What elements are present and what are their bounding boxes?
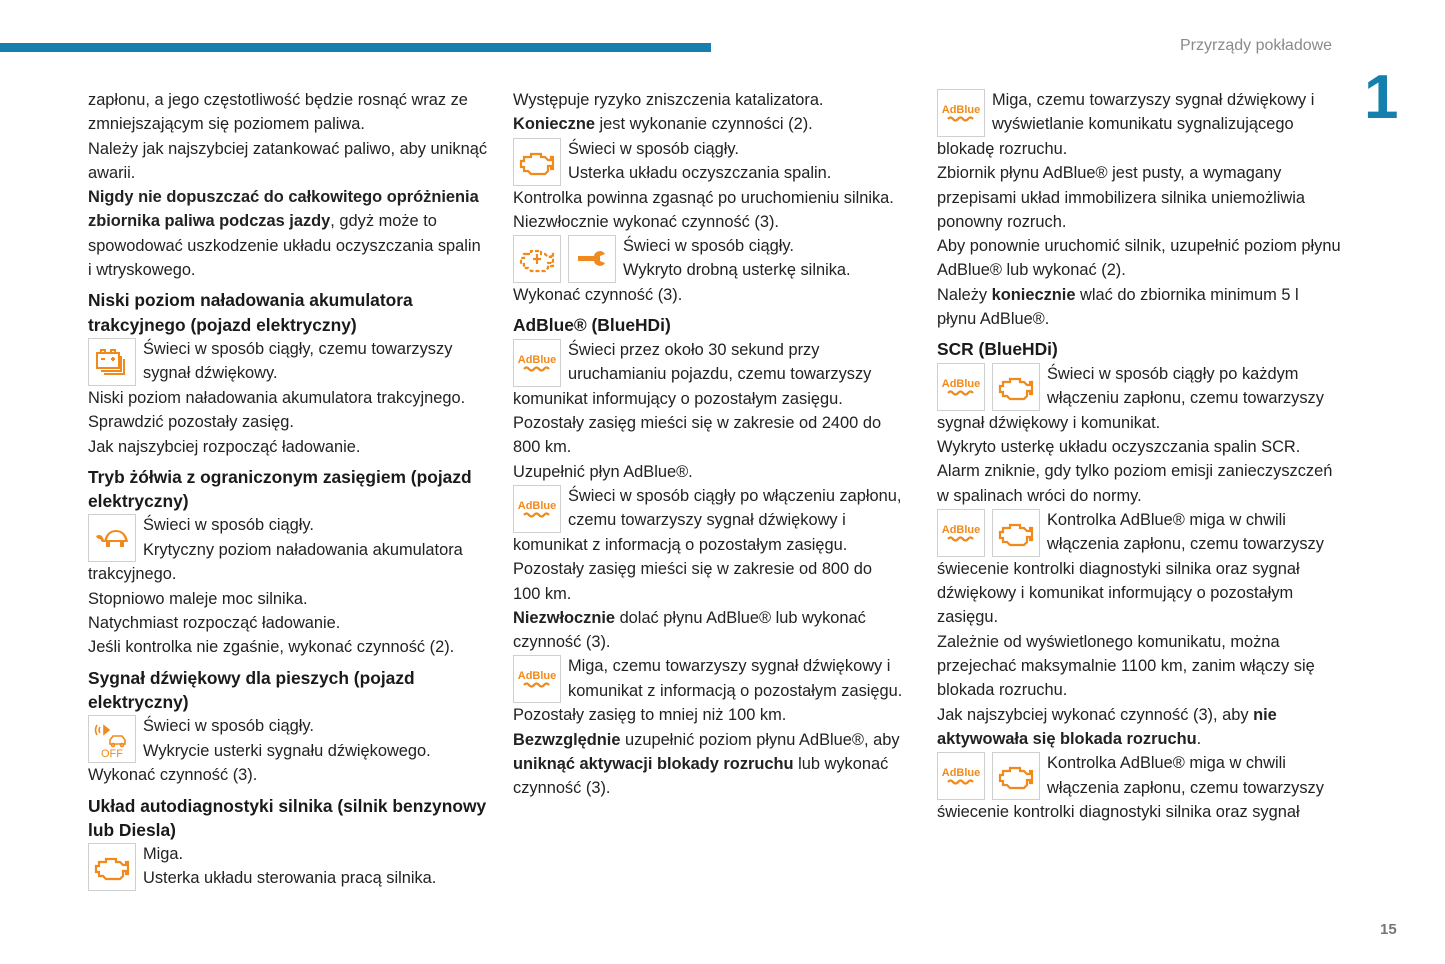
text-segment: dolać płynu AdBlue® lub wykonać [615, 608, 866, 627]
text-line: Pozostały zasięg mieści się w zakresie od 2400 do [513, 414, 882, 433]
svg-text:OFF: OFF [101, 748, 123, 760]
warning-lamp-row [937, 508, 1347, 557]
section-heading [937, 337, 1347, 361]
paragraph [513, 88, 923, 137]
text-line: zmniejszającym się poziomem paliwa. [88, 115, 365, 134]
text-line: Pozostały zasięg to mniej niż 100 km. [513, 706, 787, 725]
text-line: Miga, czemu towarzyszy sygnał dźwiękowy i [568, 657, 891, 676]
engine-dashed-icon [513, 235, 561, 283]
paragraph [513, 703, 923, 800]
text-line: Kontrolka AdBlue® miga w chwili [1047, 510, 1286, 529]
paragraph [513, 387, 923, 484]
adblue-icon [513, 655, 561, 703]
text-line: Alarm zniknie, gdy tylko poziom emisji zanieczyszczeń [937, 462, 1333, 481]
section-heading [88, 465, 498, 514]
text-line [513, 752, 923, 776]
heading-line: Tryb żółwia z ograniczonym zasięgiem (pojazd [88, 466, 472, 487]
warning-lamp-row [937, 751, 1347, 800]
text-line: Jeśli kontrolka nie zgaśnie, wykonać czynność (2). [88, 638, 455, 657]
text-line: czynność (3). [513, 779, 611, 798]
text-line [513, 728, 923, 752]
svg-text:AdBlue: AdBlue [941, 523, 981, 536]
text-line: przejechać maksymalnie 1100 km, zanim włączy się [937, 657, 1315, 676]
text-line: Niezwłocznie wykonać czynność (3). [513, 212, 779, 231]
text-line: Natychmiast rozpocząć ładowanie. [88, 614, 341, 633]
turtle-icon [88, 514, 136, 562]
engine-icon [88, 843, 136, 891]
text-line: Świeci w sposób ciągły. [568, 139, 739, 158]
text-line: Stopniowo maleje moc silnika. [88, 589, 308, 608]
text-line: dźwiękowy i komunikat informujący o pozostałym [937, 584, 1294, 603]
warning-lamp-row [513, 654, 923, 703]
warning-lamp-row [937, 88, 1347, 137]
text-line: spowodować uszkodzenie układu oczyszczania spalin [88, 236, 481, 255]
paragraph [937, 557, 1347, 751]
lamp-description [143, 842, 436, 891]
bold-text-segment: Konieczne [513, 115, 595, 134]
text-line: blokada rozruchu. [937, 681, 1068, 700]
heading-line: Sygnał dźwiękowy dla pieszych (pojazd [88, 667, 415, 688]
warning-lamp-row [88, 714, 498, 763]
lamp-description [568, 137, 831, 186]
lamp-description [568, 654, 902, 703]
lamp-description [568, 484, 901, 533]
engine-icon [992, 752, 1040, 800]
text-line: sygnał dźwiękowy. [143, 364, 278, 383]
text-line [937, 703, 1347, 727]
text-line: Świeci w sposób ciągły, czemu towarzyszy [143, 339, 453, 358]
warning-lamp-row [88, 842, 498, 891]
heading-line: Układ autodiagnostyki silnika (silnik benzynowy [88, 795, 487, 816]
text-line: komunikat z informacją o pozostałym zasięgu. [513, 535, 848, 554]
text-line: Należy jak najszybciej zatankować paliwo, aby uniknąć [88, 139, 488, 158]
text-line [513, 606, 923, 630]
section-heading [88, 666, 498, 715]
text-line: uruchamianiu pojazdu, czemu towarzyszy [568, 365, 872, 384]
text-line: Usterka układu oczyszczania spalin. [568, 163, 832, 182]
warning-lamp-row [513, 338, 923, 387]
bold-text-segment: Niezwłocznie [513, 608, 616, 627]
lamp-description [1047, 508, 1324, 557]
text-line: Świeci w sposób ciągły. [143, 516, 314, 535]
engine-icon [992, 363, 1040, 411]
heading-line: lub Diesla) [88, 819, 176, 840]
text-line: Niski poziom naładowania akumulatora trakcyjnego. [88, 388, 466, 407]
text-line [937, 283, 1347, 307]
adblue-icon [513, 485, 561, 533]
text-line: zasięgu. [937, 608, 999, 627]
heading-line: AdBlue® (BlueHDi) [513, 315, 671, 336]
svg-text:AdBlue: AdBlue [517, 499, 557, 512]
text-line: Sprawdzić pozostały zasięg. [88, 413, 294, 432]
text-line: Kontrolka AdBlue® miga w chwili [1047, 754, 1286, 773]
text-line: 800 km. [513, 438, 572, 457]
paragraph [513, 533, 923, 654]
warning-lamp-row [513, 234, 923, 283]
warning-lamp-row [88, 513, 498, 562]
text-line: Jak najszybciej rozpocząć ładowanie. [88, 437, 361, 456]
text-segment: , gdyż może to [330, 212, 437, 231]
text-line: Występuje ryzyko zniszczenia katalizatora. [513, 91, 824, 109]
text-line: Świeci w sposób ciągły. [623, 237, 794, 256]
lamp-description [992, 88, 1314, 137]
text-line: Świeci w sposób ciągły po każdym [1047, 364, 1299, 383]
text-line: Uzupełnić płyn AdBlue®. [513, 462, 693, 481]
svg-text:AdBlue: AdBlue [517, 670, 557, 683]
adblue-icon [937, 89, 985, 137]
text-line: i wtryskowego. [88, 261, 196, 280]
text-line: ponowny rozruch. [937, 212, 1067, 231]
svg-text:AdBlue: AdBlue [517, 353, 557, 366]
lamp-description [143, 714, 431, 763]
adblue-icon [937, 363, 985, 411]
text-line: Wykryto usterkę układu oczyszczania spalin SCR. [937, 437, 1301, 456]
text-line: AdBlue® lub wykonać (2). [937, 261, 1126, 280]
paragraph [513, 283, 923, 307]
header-accent-bar [0, 43, 711, 52]
paragraph [937, 411, 1347, 508]
text-line: czynność (3). [513, 633, 611, 652]
adblue-icon [937, 509, 985, 557]
engine-icon [513, 138, 561, 186]
lamp-description [143, 337, 452, 386]
text-line: Świeci w sposób ciągły po włączeniu zapłonu, [568, 486, 902, 505]
text-segment: . [1196, 729, 1202, 748]
chapter-number: 1 [1364, 63, 1399, 132]
text-line: włączenia zapłonu, czemu towarzyszy [1047, 778, 1324, 797]
text-line: komunikat informujący o pozostałym zasięgu. [513, 389, 843, 408]
svg-text:AdBlue: AdBlue [941, 767, 981, 780]
text-line: Aby ponownie uruchomić silnik, uzupełnić poziom płynu [937, 237, 1341, 256]
lamp-description [1047, 362, 1324, 411]
adblue-icon [937, 752, 985, 800]
text-line: trakcyjnego. [88, 565, 177, 584]
section-heading [513, 313, 923, 337]
text-segment: jest wykonanie czynności (2). [594, 115, 813, 134]
bold-text-segment: zbiornika paliwa podczas jazdy [88, 212, 331, 231]
paragraph [88, 763, 498, 787]
lamp-description [568, 338, 871, 387]
text-line: Usterka układu sterowania pracą silnika. [143, 869, 437, 888]
text-line [88, 185, 498, 209]
warning-lamp-row [513, 137, 923, 186]
heading-line: trakcyjnego (pojazd elektryczny) [88, 314, 357, 335]
paragraph [88, 386, 498, 459]
text-line: Zbiornik płynu AdBlue® jest pusty, a wymagany [937, 164, 1282, 183]
warning-lamp-row [513, 484, 923, 533]
bold-text-segment: uniknąć aktywacji blokady rozruchu [513, 755, 794, 774]
text-segment: uzupełnić poziom płynu AdBlue®, aby [620, 730, 900, 749]
heading-line: elektryczny) [88, 491, 189, 512]
battery-icon [88, 338, 136, 386]
text-segment: Należy [937, 285, 992, 304]
text-line: Wykonać czynność (3). [513, 286, 683, 305]
text-line: Wykonać czynność (3). [88, 766, 258, 785]
text-line: płynu AdBlue®. [937, 310, 1050, 329]
text-line: włączenia zapłonu, czemu towarzyszy [1047, 535, 1324, 554]
section-heading [88, 288, 498, 337]
text-line: wyświetlanie komunikatu sygnalizującego [992, 115, 1294, 134]
text-segment: lub wykonać [793, 755, 889, 774]
bold-text-segment: nie [1253, 705, 1277, 724]
heading-line: SCR (BlueHDi) [937, 339, 1058, 360]
text-line: Kontrolka powinna zgasnąć po uruchomieniu silnika. [513, 188, 894, 207]
text-line: świecenie kontrolki diagnostyki silnika oraz sygnał [937, 803, 1300, 822]
warning-lamp-row [937, 362, 1347, 411]
paragraph [88, 88, 498, 282]
text-line: Świeci w sposób ciągły. [143, 717, 314, 736]
pedestrian-alert-off-icon [88, 715, 136, 763]
text-line: Wykrycie usterki sygnału dźwiękowego. [143, 741, 431, 760]
lamp-description [143, 513, 463, 562]
paragraph [513, 186, 923, 235]
column-3 [937, 88, 1347, 825]
section-heading [88, 794, 498, 843]
text-line: Zależnie od wyświetlonego komunikatu, można [937, 632, 1280, 651]
wrench-icon [568, 235, 616, 283]
warning-lamp-row [88, 337, 498, 386]
text-line [88, 209, 498, 233]
text-line: 100 km. [513, 584, 572, 603]
text-line [513, 112, 923, 136]
text-line: sygnał dźwiękowy i komunikat. [937, 413, 1161, 432]
text-line: włączeniu zapłonu, czemu towarzyszy [1047, 388, 1324, 407]
lamp-description [1047, 751, 1324, 800]
page-number: 15 [1380, 921, 1397, 938]
bold-text-segment: koniecznie [991, 285, 1076, 304]
column-2 [513, 88, 923, 801]
svg-text:AdBlue: AdBlue [941, 104, 981, 116]
text-line: Miga. [143, 845, 184, 864]
text-line: przepisami układ immobilizera silnika uniemożliwia [937, 188, 1306, 207]
text-line: Pozostały zasięg mieści się w zakresie od 800 do [513, 560, 872, 579]
paragraph [937, 137, 1347, 331]
adblue-icon [513, 339, 561, 387]
text-segment: wlać do zbiornika minimum 5 l [1075, 285, 1299, 304]
bold-text-segment: Bezwzględnie [513, 730, 621, 749]
paragraph [88, 562, 498, 659]
text-line: świecenie kontrolki diagnostyki silnika oraz sygnał [937, 559, 1300, 578]
section-title: Przyrządy pokładowe [1180, 37, 1333, 54]
text-line: awarii. [88, 163, 136, 182]
text-line: komunikat z informacją o pozostałym zasięgu. [568, 681, 903, 700]
text-line: zapłonu, a jego częstotliwość będzie rosnąć wraz ze [88, 91, 468, 109]
bold-text-segment: Nigdy nie dopuszczać do całkowitego opróżnienia [88, 188, 479, 207]
text-segment: Jak najszybciej wykonać czynność (3), aby [937, 705, 1254, 724]
svg-text:AdBlue: AdBlue [941, 377, 981, 390]
lamp-description [623, 234, 851, 283]
text-line: w spalinach wróci do normy. [937, 486, 1142, 505]
heading-line: elektryczny) [88, 691, 189, 712]
engine-icon [992, 509, 1040, 557]
heading-line: Niski poziom naładowania akumulatora [88, 290, 413, 311]
paragraph [937, 800, 1347, 824]
text-line: czemu towarzyszy sygnał dźwiękowy i [568, 511, 846, 530]
text-line: Świeci przez około 30 sekund przy [568, 340, 820, 359]
bold-text-segment: aktywowała się blokada rozruchu [937, 729, 1197, 748]
text-line: Miga, czemu towarzyszy sygnał dźwiękowy i [992, 91, 1315, 109]
text-line: blokadę rozruchu. [937, 140, 1068, 158]
text-line: Krytyczny poziom naładowania akumulatora [143, 540, 463, 559]
column-1 [88, 88, 498, 891]
text-line [937, 727, 1347, 751]
text-line: Wykryto drobną usterkę silnika. [623, 261, 851, 280]
